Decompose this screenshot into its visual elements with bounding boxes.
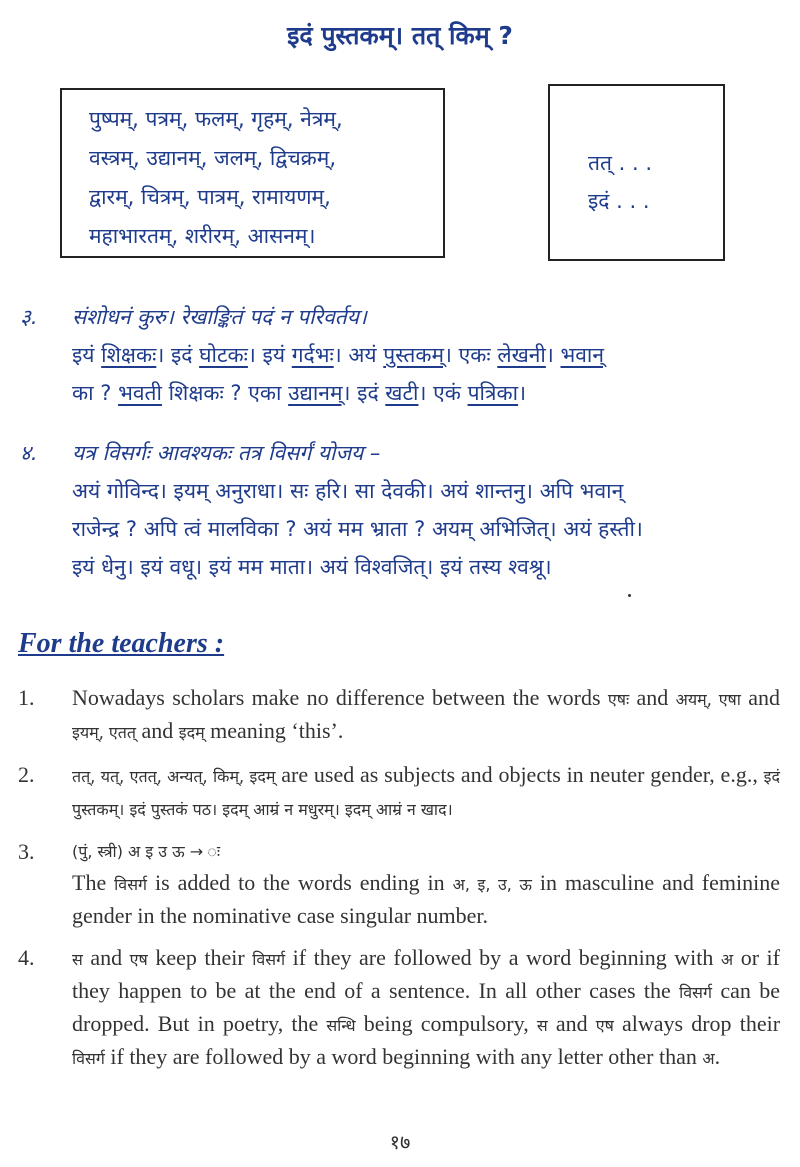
devanagari-text: इयम्, एतत् <box>72 723 136 742</box>
word-list-line: द्वारम्, चित्रम्, पात्रम्, रामायणम्, <box>89 185 331 209</box>
exercise-3 <box>20 298 790 412</box>
devanagari-text: अयम्, एषा <box>675 690 741 709</box>
exercise-4-heading <box>20 434 790 472</box>
underlined-word: भवान् <box>560 343 605 367</box>
pattern-line-idam: इदं . . . <box>588 189 650 213</box>
text: are used as subjects and objects in neuter gender, e.g., <box>275 762 764 787</box>
exercise-3-line-1 <box>20 336 790 374</box>
underlined-word: शिक्षकः <box>101 343 157 367</box>
teacher-notes <box>18 682 780 1085</box>
text: इयं <box>72 343 102 367</box>
text: and <box>547 1011 596 1036</box>
note-1 <box>18 682 780 748</box>
devanagari-text: स <box>536 1016 548 1035</box>
text: and <box>629 685 676 710</box>
word-list-line: वस्त्रम्, उद्यानम्, जलम्, द्विचक्रम्, <box>89 146 337 170</box>
note-3 <box>18 836 780 931</box>
word-list-box <box>60 88 445 258</box>
ending-rule: (पुं, स्त्री) अ इ उ ऊ → ः <box>72 842 221 861</box>
exercise-4-line-2: राजेन्द्र ? अपि त्वं मालविका ? अयं मम भ्राता ? अयम् अभिजित्। अयं हस्ती। <box>72 517 643 541</box>
underlined-word: घोटकः <box>199 343 248 367</box>
word-list-line: महाभारतम्, शरीरम्, आसनम्। <box>89 224 316 248</box>
note-number: 2. <box>18 762 35 787</box>
note-3-text <box>72 867 780 931</box>
underlined-word: पत्रिका <box>467 381 519 405</box>
text: meaning ‘this’. <box>204 718 344 743</box>
devanagari-text: अ <box>720 950 734 969</box>
devanagari-text: एष <box>129 950 148 969</box>
exercise-4-instruction: यत्र विसर्गः आवश्यकः तत्र विसर्गं योजय – <box>72 441 381 465</box>
note-number: 1. <box>18 685 35 710</box>
text: । इदं <box>156 343 200 367</box>
text: । अयं <box>333 343 384 367</box>
text: and <box>82 945 130 970</box>
text: keep their <box>147 945 253 970</box>
text: being compulsory, <box>355 1011 537 1036</box>
text: का ? <box>72 381 119 405</box>
text: and <box>135 718 179 743</box>
exercise-4-line-1: अयं गोविन्द। इयम् अनुराधा। सः हरि। सा देवकी। अयं शान्तनु। अपि भवान् <box>72 479 624 503</box>
underlined-word: लेखनी <box>497 343 546 367</box>
text: is added to the words ending in <box>147 870 453 895</box>
underlined-word: खटी <box>385 381 419 405</box>
page-title: इदं पुस्तकम्। तत् किम् ? <box>287 21 513 50</box>
exercise-3-heading <box>20 298 790 336</box>
text: in masculine and feminine gender in the nominative case singular number. <box>72 870 780 928</box>
underlined-word: गर्दभः <box>291 343 334 367</box>
exercise-4-line-3: इयं धेनु। इयं वधू। इयं मम माता। अयं विश्वजित्। इयं तस्य श्वश्रू। <box>72 555 552 579</box>
teachers-heading: For the teachers : <box>18 628 225 659</box>
word-list-line: पुष्पम्, पत्रम्, फलम्, गृहम्, नेत्रम्, <box>89 107 343 131</box>
devanagari-text: एष <box>595 1016 614 1035</box>
text: always drop their <box>613 1011 781 1036</box>
text: . <box>714 1044 721 1069</box>
pattern-box <box>548 84 725 261</box>
devanagari-text: सन्धि <box>326 1016 356 1035</box>
text: or if they happen to be at the end of a sentence. In all other cases the <box>72 945 780 1003</box>
text: शिक्षकः ? एका <box>161 381 289 405</box>
underlined-word: पुस्तकम् <box>383 343 445 367</box>
devanagari-text: एषः <box>607 690 630 709</box>
underlined-word: उद्यानम् <box>288 381 343 405</box>
text: । एकं <box>418 381 468 405</box>
text: The <box>72 870 115 895</box>
text: । <box>545 343 561 367</box>
exercise-3-instruction: संशोधनं कुरु। रेखाङ्कितं पदं न परिवर्तय। <box>72 305 367 329</box>
devanagari-text: विसर्ग <box>252 950 286 969</box>
note-number: 4. <box>18 945 35 970</box>
underlined-word: भवती <box>118 381 162 405</box>
text: । <box>518 381 527 405</box>
text: and <box>740 685 781 710</box>
devanagari-text: विसर्ग <box>679 983 713 1002</box>
devanagari-text: अ, इ, उ, ऊ <box>452 875 532 894</box>
devanagari-text: इदम् <box>178 723 205 742</box>
note-4 <box>18 942 780 1074</box>
devanagari-text: तत्, यत्, एतत्, अन्यत्, किम्, इदम् <box>72 767 276 786</box>
exercise-3-number: ३. <box>20 305 38 329</box>
pattern-line-tat: तत् . . . <box>588 151 652 175</box>
text: if they are followed by a word beginning with any letter other than <box>104 1044 703 1069</box>
exercise-4-number: ४. <box>20 441 38 465</box>
stray-dot <box>628 594 631 597</box>
text: । इयं <box>247 343 292 367</box>
note-2 <box>18 759 780 825</box>
text: Nowadays scholars make no difference between the words <box>72 685 608 710</box>
text: if they are followed by a word beginning with <box>285 945 721 970</box>
devanagari-text: विसर्ग <box>114 875 148 894</box>
devanagari-text: अ <box>702 1049 715 1068</box>
devanagari-text: स <box>72 950 83 969</box>
page-number: १७ <box>389 1130 411 1154</box>
note-number: 3. <box>18 839 35 864</box>
exercise-3-line-2 <box>20 374 790 412</box>
devanagari-text: विसर्ग <box>72 1049 105 1068</box>
text: । एकः <box>444 343 498 367</box>
devanagari-text: इदं पुस्तकम्। इदं पुस्तकं पठ। इदम् आम्रं न मधुरम्। इदम् आम्रं न खाद। <box>72 767 780 819</box>
text: can be dropped. But in poetry, the <box>72 978 781 1036</box>
text: । इदं <box>342 381 386 405</box>
exercise-4 <box>20 434 790 586</box>
